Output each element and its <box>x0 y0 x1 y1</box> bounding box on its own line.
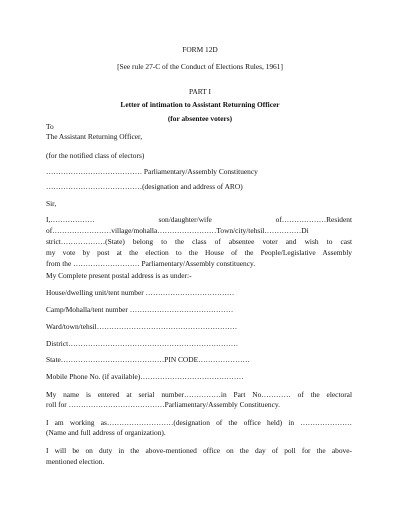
form-title: FORM 12D <box>182 45 218 54</box>
aro-designation-line: …………………………………(designation and address of ARO) <box>46 182 243 191</box>
paragraph-1-line-5: from the ……………………… Parliamentary/Assembly constituency. <box>46 259 256 268</box>
duty-statement-line-1: I will be on duty in the above-mentioned office on the day of poll for the above- <box>46 446 352 455</box>
form-heading: Letter of intimation to Assistant Returning Officer <box>120 100 280 109</box>
district-line: District…………………………………………………………… <box>46 339 239 348</box>
paragraph-1-line-3: strict………………(State) belong to the class of absentee voter and wish to cast <box>46 237 352 246</box>
house-number-line: House/dwelling unit/tent number ……………………………… <box>46 288 235 297</box>
camp-mohalla-line: Camp/Mohalla/tent number …………………………………… <box>46 305 234 314</box>
rule-reference: [See rule 27-C of the Conduct of Elections Rules, 1961] <box>117 62 283 71</box>
paragraph-1-line-1: I,……………… son/daughter/wife of………………Resident <box>46 215 352 224</box>
serial-number-line-2: roll for …………………………………Parliamentary/Assembly Constituency. <box>46 400 280 409</box>
notified-class-line: (for the notified class of electors) <box>46 151 145 160</box>
salutation: Sir, <box>46 199 57 208</box>
working-as-line-2: (Name and full address of organization). <box>46 428 166 437</box>
working-as-line-1: I am working as………………………(designation of the office held) in ………………… <box>46 418 352 427</box>
part-label: PART I <box>189 87 211 96</box>
mobile-phone-line: Mobile Phone No. (if available)…………………………………… <box>46 372 244 381</box>
paragraph-1-line-4: my vote by post at the election to the House of the People/Legislative Assembly <box>46 248 352 257</box>
to-line: To <box>46 122 54 131</box>
form-subheading: (for absentee voters) <box>167 114 233 123</box>
duty-statement-line-2: mentioned election. <box>46 457 105 466</box>
aro-line: The Assistant Returning Officer, <box>46 132 143 141</box>
ward-town-line: Ward/town/tehsil………………………………………………… <box>46 322 238 331</box>
paragraph-1-line-2: of……………………village/mohalla……………………Town/city/tehsil……………Di <box>46 226 309 235</box>
serial-number-line-1: My name is entered at serial number……………in Part No………… of the electoral <box>46 390 352 399</box>
constituency-line: ………………………………… Parliamentary/Assembly Constituency <box>46 167 258 176</box>
state-pincode-line: State……………………………………PIN CODE………………… <box>46 355 250 364</box>
postal-address-intro: My Complete present postal address is as under:- <box>46 271 192 280</box>
